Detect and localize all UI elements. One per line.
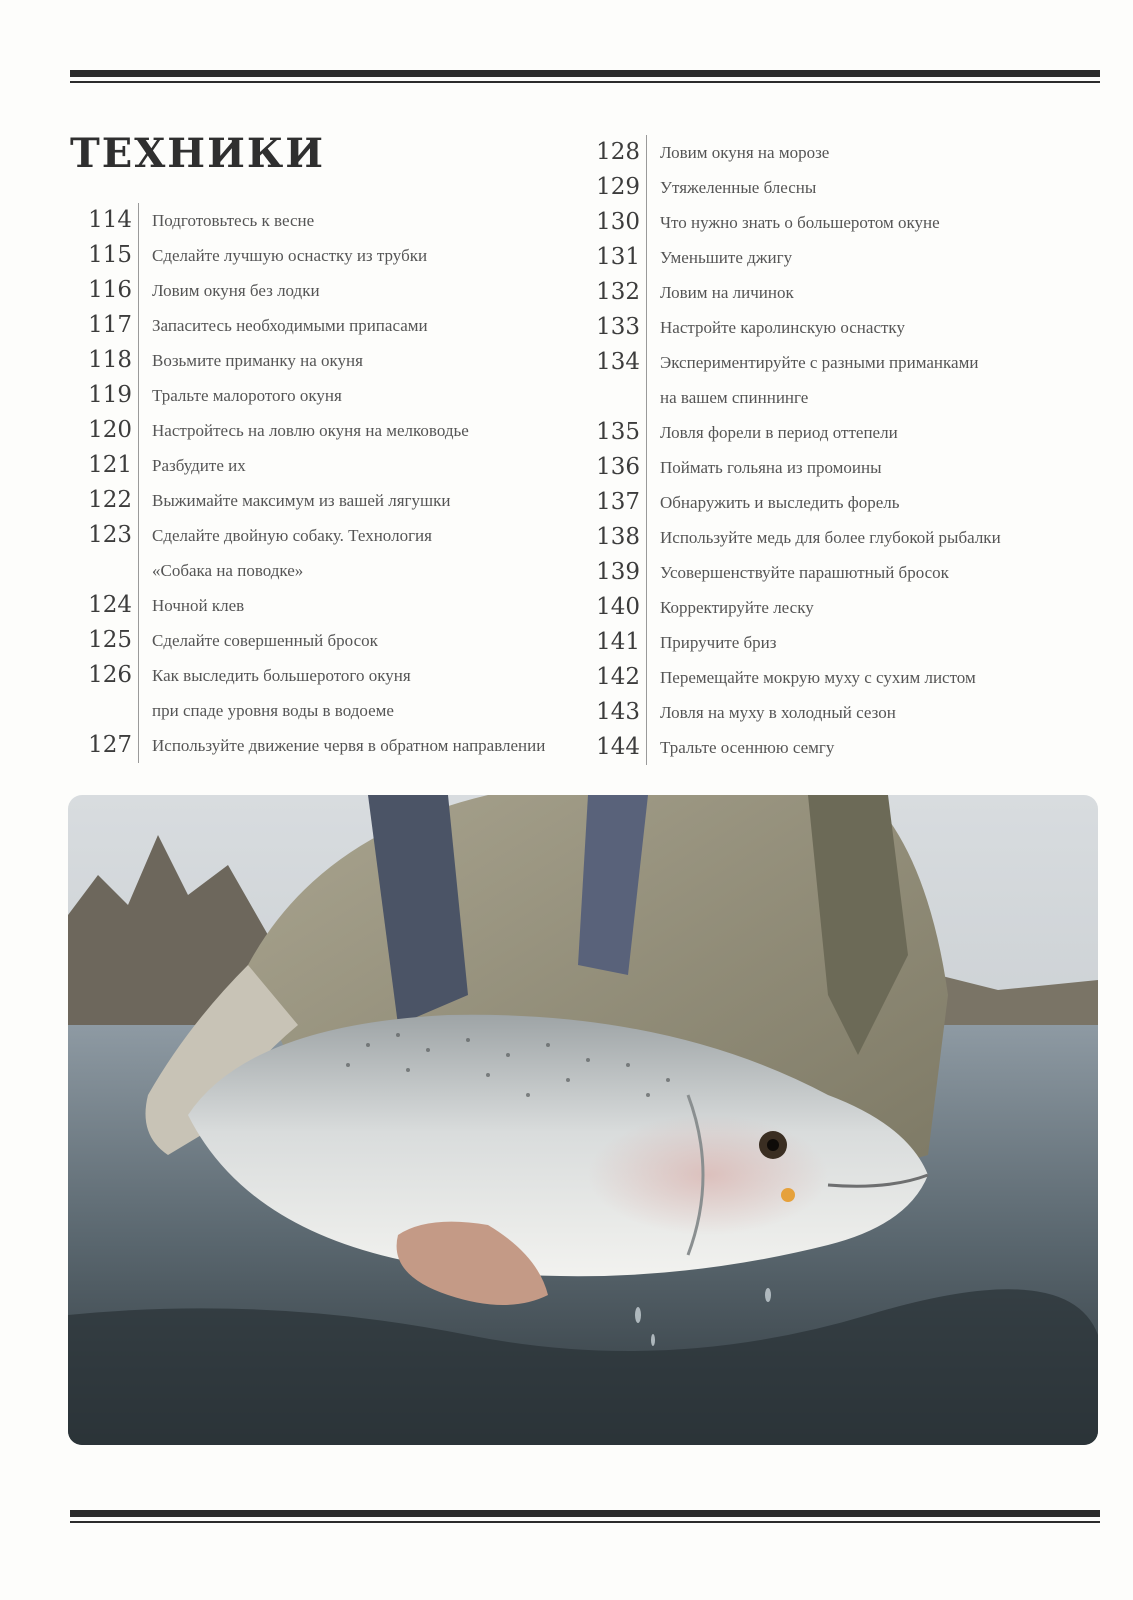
entry-number: 143 [596, 699, 640, 725]
entry-title: Корректируйте леску [660, 598, 814, 617]
entry-number: 144 [596, 734, 640, 760]
entry-number: 118 [88, 347, 132, 373]
entry-number: 128 [596, 139, 640, 165]
entry-title: Ловим на личинок [660, 283, 794, 302]
entry-number: 115 [88, 242, 132, 268]
entry-number: 125 [88, 627, 132, 653]
entry-number: 130 [596, 209, 640, 235]
entry-title: Используйте медь для более глубокой рыбалки [660, 528, 1001, 547]
entry-title: Используйте движение червя в обратном направлении [152, 736, 546, 755]
toc-entry [578, 695, 1078, 730]
toc-entry [578, 625, 1078, 660]
entry-number: 141 [596, 629, 640, 655]
entry-title: Уменьшите джигу [660, 248, 793, 267]
column-divider [646, 135, 647, 765]
entry-number: 137 [596, 489, 640, 515]
entry-title: Разбудите их [152, 456, 246, 475]
fish-photo [68, 795, 1098, 1445]
entry-number: 117 [88, 312, 132, 338]
entry-number: 134 [596, 349, 640, 375]
column-divider [138, 203, 139, 763]
entry-number: 133 [596, 314, 640, 340]
entry-number: 131 [596, 244, 640, 270]
toc-entry [70, 588, 580, 623]
entry-number: 124 [88, 592, 132, 618]
entry-title: «Собака на поводке» [152, 561, 304, 580]
entry-number: 129 [596, 174, 640, 200]
entry-number: 114 [88, 207, 132, 233]
entry-title: Сделайте совершенный бросок [152, 631, 378, 650]
bottom-rule [70, 1510, 1100, 1523]
entry-number: 126 [88, 662, 132, 688]
entry-title: Тральте малоротого окуня [152, 386, 342, 405]
toc-right-column [578, 135, 1078, 765]
entry-title: Как выследить большеротого окуня [152, 666, 411, 685]
entry-number: 140 [596, 594, 640, 620]
toc-entry [578, 450, 1078, 485]
entry-title: Ловля на муху в холодный сезон [660, 703, 896, 722]
entry-title: Что нужно знать о большеротом окуне [660, 213, 940, 232]
entry-title: Ловим окуня на морозе [660, 143, 830, 162]
toc-entry [70, 483, 580, 518]
entry-number: 116 [88, 277, 132, 303]
toc-entry [70, 413, 580, 448]
toc-entry [578, 345, 1078, 415]
entry-title: Утяжеленные блесны [660, 178, 817, 197]
toc-entry [70, 728, 580, 763]
entry-number: 123 [88, 522, 132, 548]
entry-title: Обнаружить и выследить форель [660, 493, 900, 512]
top-rule [70, 70, 1100, 83]
entry-title: Возьмите приманку на окуня [152, 351, 363, 370]
toc-entry [70, 343, 580, 378]
toc-entry [70, 378, 580, 413]
entry-title: Тральте осеннюю семгу [660, 738, 835, 757]
entry-title: Сделайте двойную собаку. Технология [152, 526, 432, 545]
toc-entry [70, 273, 580, 308]
toc-entry [578, 590, 1078, 625]
toc-entry [70, 238, 580, 273]
entry-title: Запаситесь необходимыми припасами [152, 316, 428, 335]
toc-entry [70, 203, 580, 238]
entry-number: 132 [596, 279, 640, 305]
entry-number: 136 [596, 454, 640, 480]
toc-entry [70, 308, 580, 343]
toc-entry [70, 658, 580, 728]
entry-number: 139 [596, 559, 640, 585]
entry-number: 142 [596, 664, 640, 690]
entry-title: Усовершенствуйте парашютный бросок [660, 563, 949, 582]
toc-entry [578, 310, 1078, 345]
entry-title: Поймать гольяна из промоины [660, 458, 882, 477]
entry-title: Сделайте лучшую оснастку из трубки [152, 246, 428, 265]
toc-left-column [70, 203, 580, 763]
entry-title: Перемещайте мокрую муху с сухим листом [660, 668, 976, 687]
entry-title: Экспериментируйте с разными приманками [660, 353, 979, 372]
toc-entry [578, 170, 1078, 205]
entry-title: на вашем спиннинге [660, 388, 809, 407]
toc-entry [578, 135, 1078, 170]
entry-number: 127 [88, 732, 132, 758]
toc-entry [578, 730, 1078, 765]
entry-title: Настройтесь на ловлю окуня на мелководье [152, 421, 469, 440]
entry-number: 135 [596, 419, 640, 445]
toc-entry [578, 205, 1078, 240]
entry-number: 138 [596, 524, 640, 550]
page-title: ТЕХНИКИ [70, 130, 326, 177]
toc-entry [70, 448, 580, 483]
toc-entry [578, 485, 1078, 520]
entry-number: 120 [88, 417, 132, 443]
entry-title: при спаде уровня воды в водоеме [152, 701, 394, 720]
entry-title: Ловля форели в период оттепели [660, 423, 898, 442]
entry-title: Приручите бриз [660, 633, 777, 652]
toc-entry [578, 520, 1078, 555]
toc-entry [578, 240, 1078, 275]
entry-title: Ловим окуня без лодки [152, 281, 320, 300]
entry-title: Ночной клев [152, 596, 245, 615]
toc-entry [70, 518, 580, 588]
entry-number: 122 [88, 487, 132, 513]
toc-entry [578, 415, 1078, 450]
entry-title: Настройте каролинскую оснастку [660, 318, 905, 337]
entry-number: 119 [88, 382, 132, 408]
toc-entry [578, 555, 1078, 590]
toc-entry [578, 660, 1078, 695]
entry-number: 121 [88, 452, 132, 478]
entry-title: Выжимайте максимум из вашей лягушки [152, 491, 451, 510]
entry-title: Подготовьтесь к весне [152, 211, 315, 230]
toc-entry [70, 623, 580, 658]
toc-entry [578, 275, 1078, 310]
